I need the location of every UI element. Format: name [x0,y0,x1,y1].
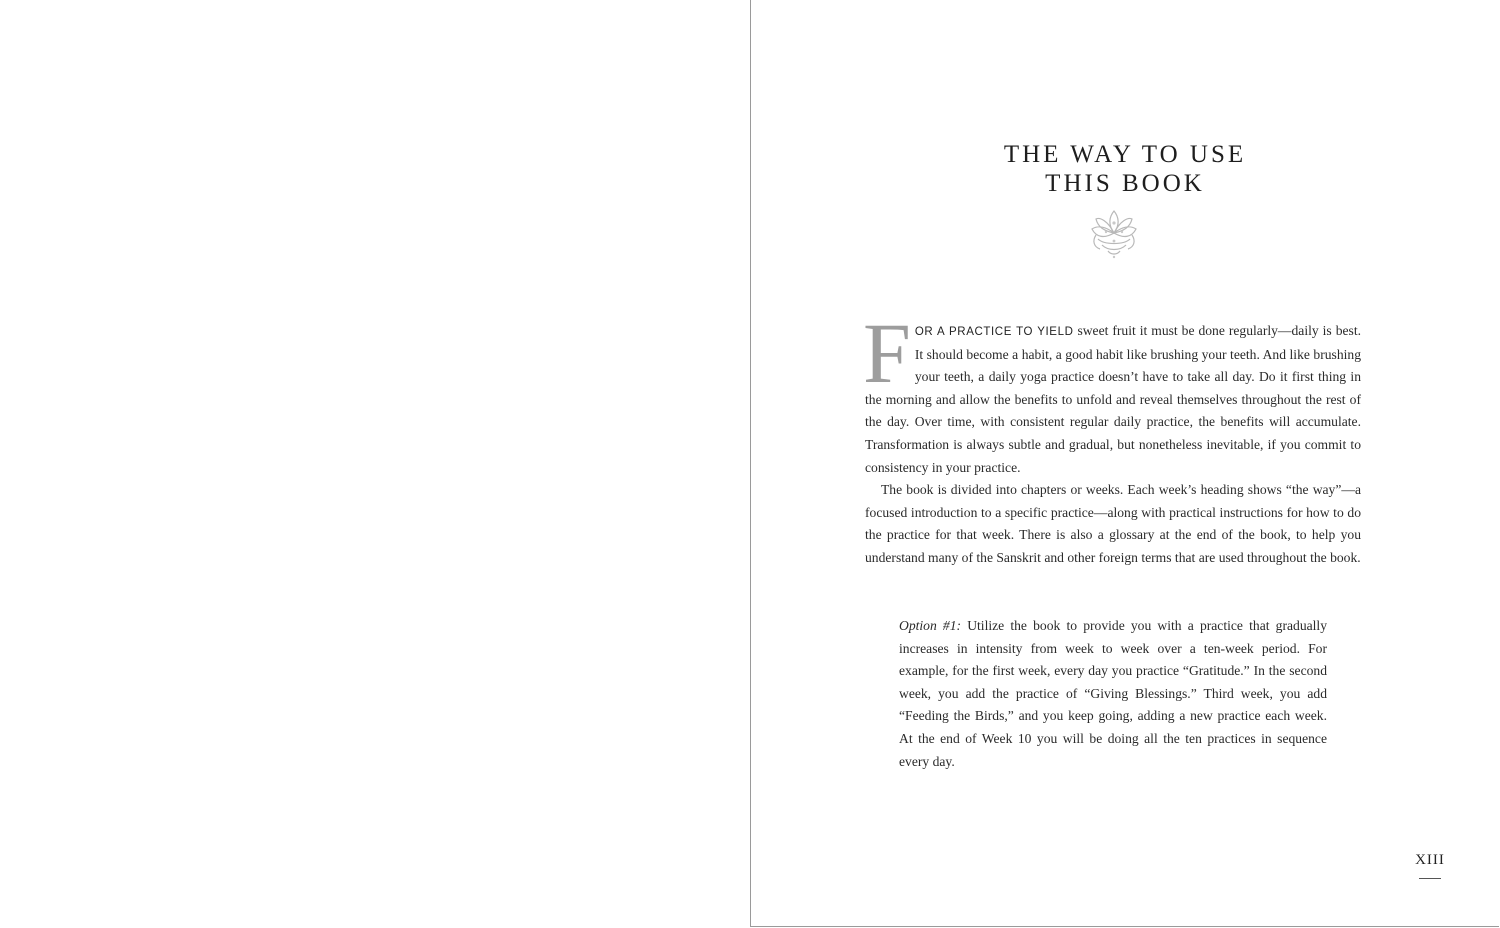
option-1-text: Utilize the book to provide you with a practice that gradually increases in intensity from week to week over a ten-week period. For example, for the first week, every day you practice “Gratitude.” In the second week, you add the practice of “Giving Blessings.” Third week, you add “Feeding the Birds,” and you keep going, adding a new practice each week. At the end of Week 10 you will be doing all the ten practices in sequence every day. [899,618,1328,769]
chapter-title-line-2: THIS BOOK [1045,170,1205,197]
option-1-paragraph [899,615,1327,773]
option-1-block [899,615,1327,773]
option-1-label: Option #1: [899,618,962,633]
lotus-ornament-icon [1086,205,1142,261]
paragraph-2: The book is divided into chapters or weeks. Each week’s heading shows “the way”—a focused introduction to a specific practice—along with practical instructions for how to do the practice for that week. There is also a glossary at the end of the book, to help you understand many of the Sanskrit and other foreign terms that are used throughout the book. [865,482,1361,565]
drop-cap: F [863,305,911,401]
chapter-title [751,140,1499,198]
page-number: XIII [1415,852,1445,868]
right-page [750,0,1499,927]
body-text [863,305,1361,570]
lead-in-small-caps: OR A PRACTICE TO YIELD [914,326,1074,338]
paragraph-1 [863,305,1361,479]
paragraph-1-text: sweet fruit it must be done regularly—daily is best. It should become a habit, a good habit like brushing your teeth. And like brushing your teeth, a daily yoga practice doesn’t have to take all day. Do it first thing in the morning and allow the benefits to unfold and reveal themselves throughout the rest of the day. Over time, with consistent regular daily practice, the benefits will accumulate. Transformation is always subtle and gradual, but nonetheless inevitable, if you commit to consistency in your practice. [865,323,1361,475]
chapter-title-line-1: THE WAY TO USE [1003,141,1247,168]
page-number-rule [1419,878,1441,879]
